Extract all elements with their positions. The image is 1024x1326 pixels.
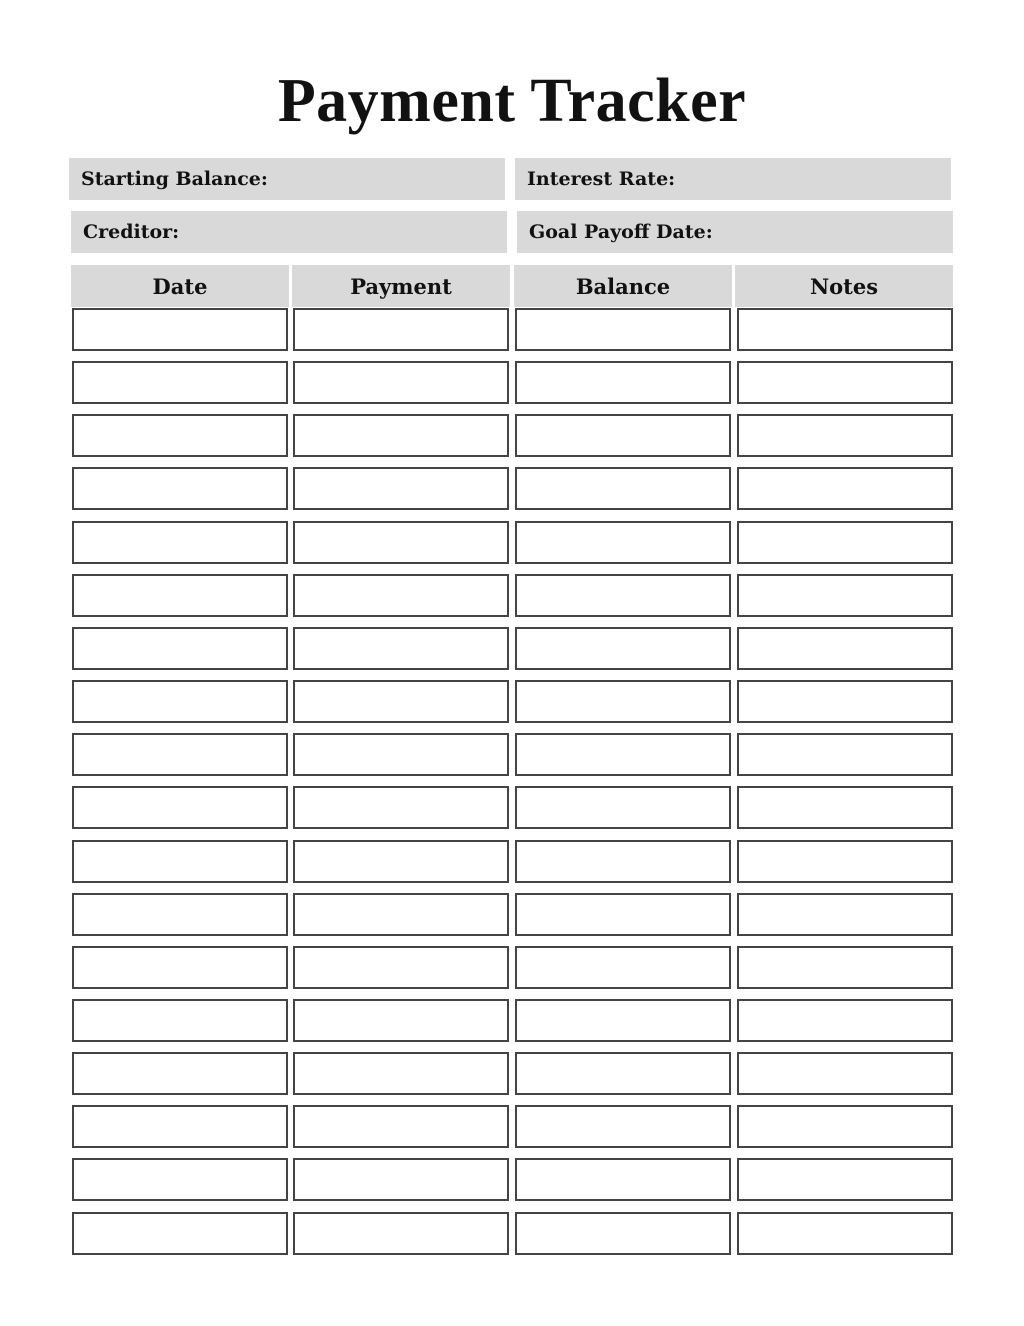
cell-balance[interactable] (515, 999, 731, 1042)
creditor-field[interactable] (71, 211, 507, 253)
cell-balance[interactable] (515, 786, 731, 829)
cell-date[interactable] (72, 840, 288, 883)
cell-notes[interactable] (737, 467, 953, 510)
cell-payment[interactable] (293, 1212, 509, 1255)
cell-notes[interactable] (737, 627, 953, 670)
cell-date[interactable] (72, 574, 288, 617)
cell-date[interactable] (72, 521, 288, 564)
starting-balance-label: Starting Balance: (81, 168, 268, 190)
cell-payment[interactable] (293, 1052, 509, 1095)
creditor-label: Creditor: (83, 221, 180, 243)
cell-payment[interactable] (293, 627, 509, 670)
starting-balance-field[interactable] (69, 158, 505, 200)
page-title: Payment Tracker (277, 67, 747, 135)
cell-balance[interactable] (515, 1052, 731, 1095)
cell-payment[interactable] (293, 893, 509, 936)
cell-date[interactable] (72, 627, 288, 670)
cell-notes[interactable] (737, 1105, 953, 1148)
cell-date[interactable] (72, 308, 288, 351)
cell-payment[interactable] (293, 574, 509, 617)
cell-balance[interactable] (515, 361, 731, 404)
cell-payment[interactable] (293, 414, 509, 457)
cell-balance[interactable] (515, 308, 731, 351)
goal-payoff-date-field[interactable] (517, 211, 953, 253)
cell-date[interactable] (72, 786, 288, 829)
cell-date[interactable] (72, 1105, 288, 1148)
cell-date[interactable] (72, 1052, 288, 1095)
cell-notes[interactable] (737, 999, 953, 1042)
cell-balance[interactable] (515, 840, 731, 883)
cell-date[interactable] (72, 361, 288, 404)
interest-rate-field[interactable] (515, 158, 951, 200)
column-header-balance: Balance (514, 265, 732, 307)
cell-date[interactable] (72, 1158, 288, 1201)
cell-notes[interactable] (737, 1158, 953, 1201)
cell-payment[interactable] (293, 361, 509, 404)
cell-payment[interactable] (293, 1105, 509, 1148)
cell-balance[interactable] (515, 1212, 731, 1255)
cell-payment[interactable] (293, 840, 509, 883)
cell-date[interactable] (72, 893, 288, 936)
cell-balance[interactable] (515, 574, 731, 617)
cell-balance[interactable] (515, 733, 731, 776)
cell-balance[interactable] (515, 467, 731, 510)
cell-notes[interactable] (737, 1052, 953, 1095)
cell-balance[interactable] (515, 893, 731, 936)
cell-balance[interactable] (515, 627, 731, 670)
cell-date[interactable] (72, 467, 288, 510)
cell-notes[interactable] (737, 574, 953, 617)
cell-notes[interactable] (737, 733, 953, 776)
cell-payment[interactable] (293, 308, 509, 351)
cell-payment[interactable] (293, 467, 509, 510)
cell-balance[interactable] (515, 414, 731, 457)
cell-payment[interactable] (293, 680, 509, 723)
cell-date[interactable] (72, 1212, 288, 1255)
cell-notes[interactable] (737, 308, 953, 351)
cell-notes[interactable] (737, 414, 953, 457)
cell-balance[interactable] (515, 680, 731, 723)
cell-notes[interactable] (737, 786, 953, 829)
cell-payment[interactable] (293, 521, 509, 564)
cell-notes[interactable] (737, 1212, 953, 1255)
cell-notes[interactable] (737, 946, 953, 989)
cell-payment[interactable] (293, 1158, 509, 1201)
cell-payment[interactable] (293, 946, 509, 989)
cell-date[interactable] (72, 414, 288, 457)
cell-notes[interactable] (737, 893, 953, 936)
cell-balance[interactable] (515, 1158, 731, 1201)
interest-rate-label: Interest Rate: (527, 168, 676, 190)
cell-date[interactable] (72, 733, 288, 776)
cell-payment[interactable] (293, 999, 509, 1042)
column-header-date: Date (71, 265, 289, 307)
cell-balance[interactable] (515, 946, 731, 989)
column-header-notes: Notes (735, 265, 953, 307)
cell-date[interactable] (72, 680, 288, 723)
goal-payoff-date-label: Goal Payoff Date: (529, 221, 713, 243)
cell-date[interactable] (72, 946, 288, 989)
cell-notes[interactable] (737, 521, 953, 564)
cell-payment[interactable] (293, 786, 509, 829)
cell-date[interactable] (72, 999, 288, 1042)
cell-notes[interactable] (737, 361, 953, 404)
column-header-payment: Payment (292, 265, 510, 307)
cell-notes[interactable] (737, 680, 953, 723)
cell-balance[interactable] (515, 521, 731, 564)
cell-payment[interactable] (293, 733, 509, 776)
cell-notes[interactable] (737, 840, 953, 883)
cell-balance[interactable] (515, 1105, 731, 1148)
